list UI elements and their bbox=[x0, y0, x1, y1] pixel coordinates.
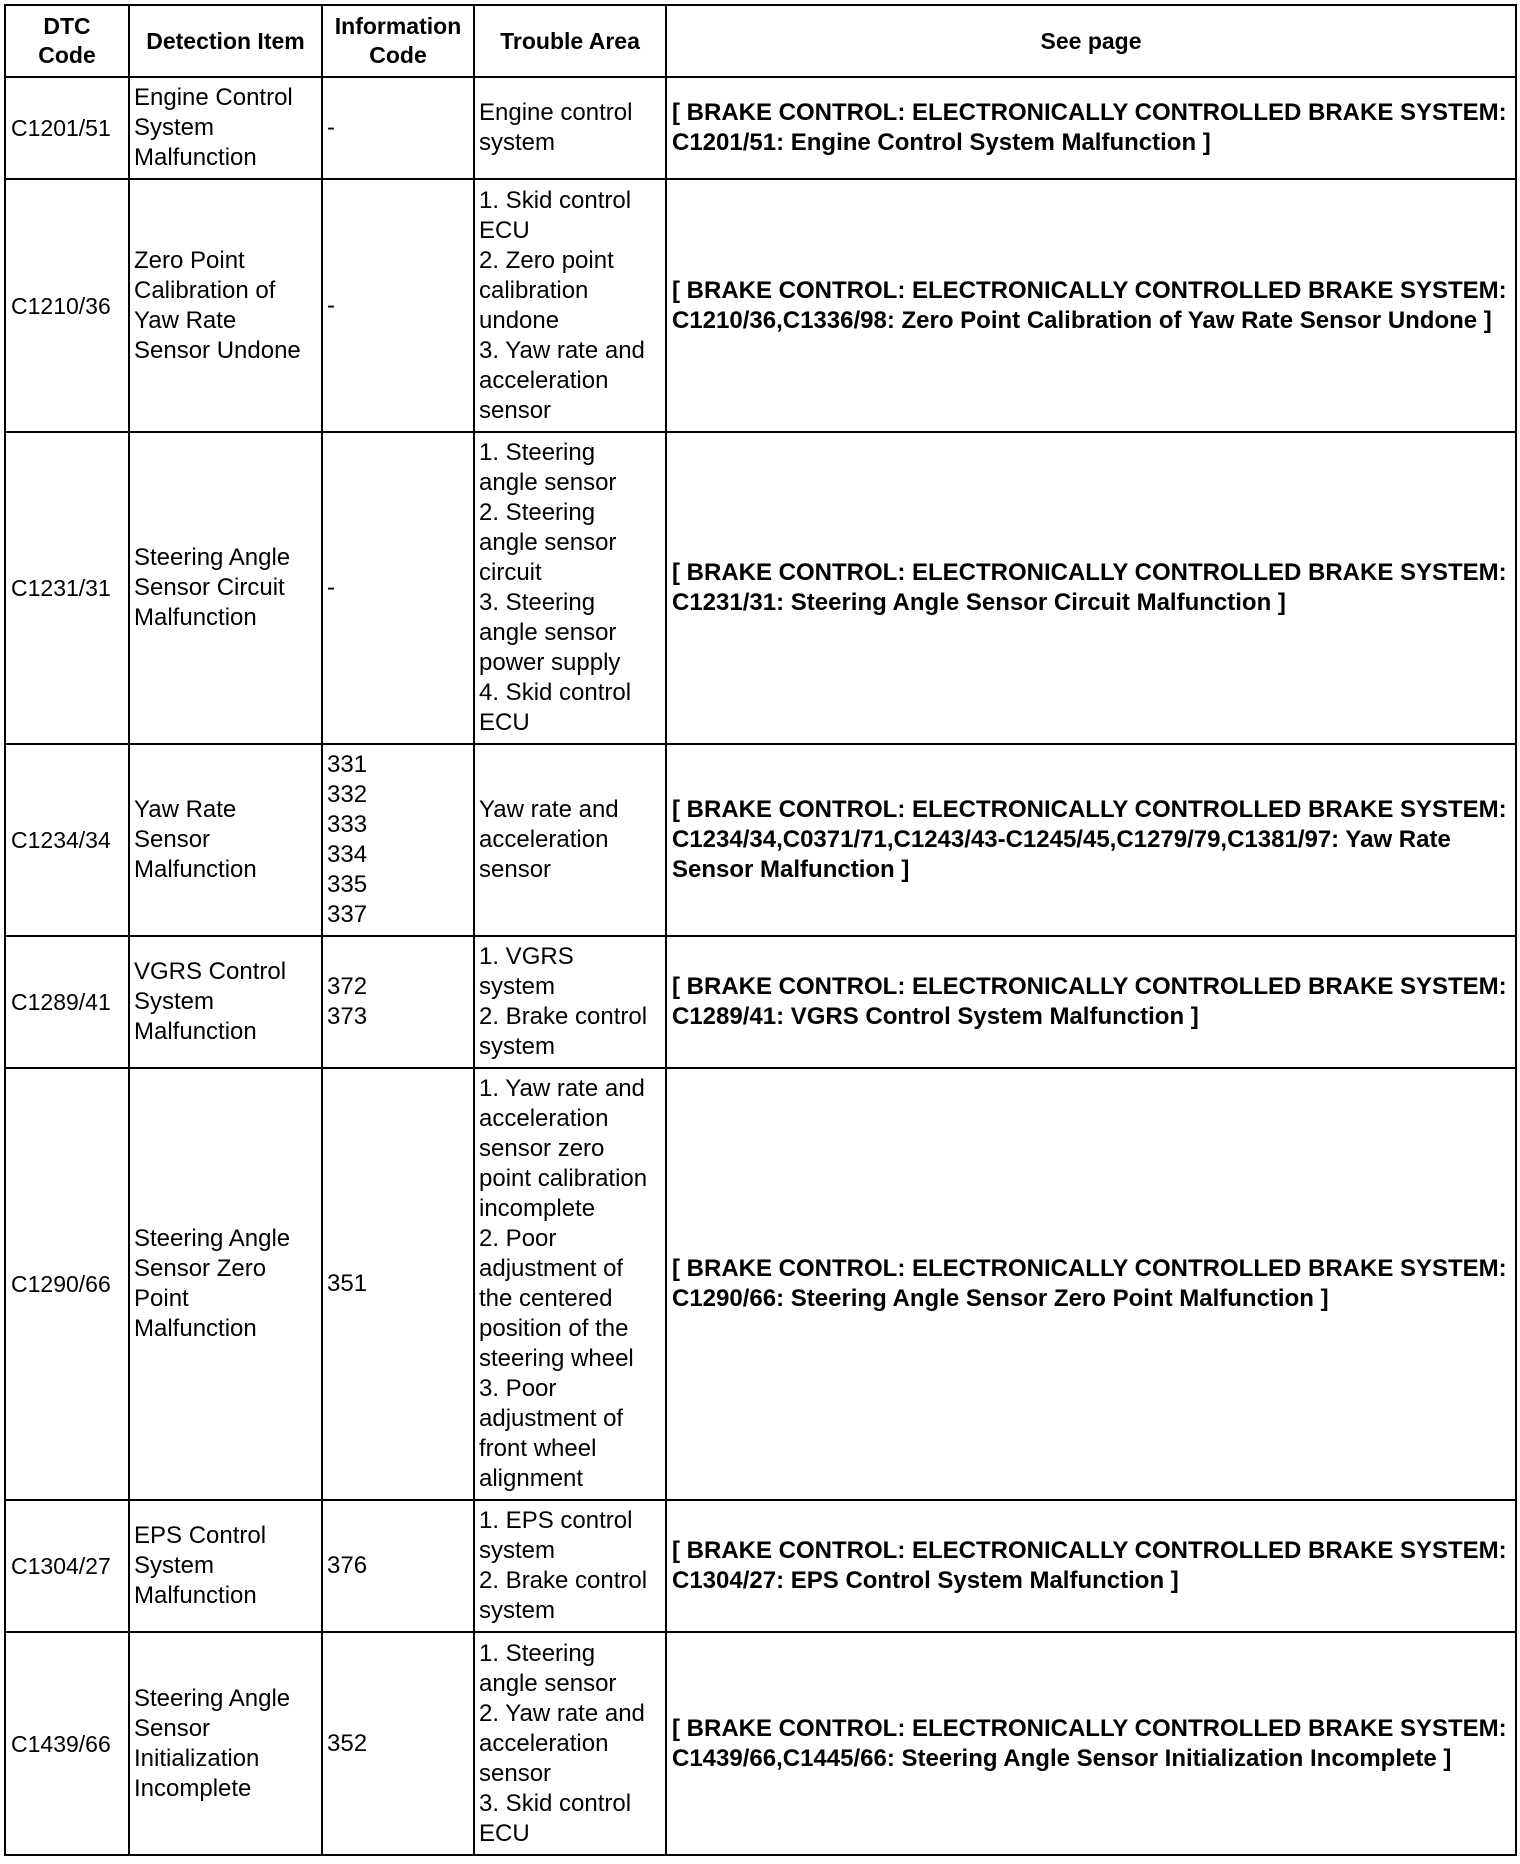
table-row bbox=[5, 1632, 1516, 1855]
detection-item-cell: Engine Control System Malfunction bbox=[129, 77, 322, 179]
dtc-code-cell: C1210/36 bbox=[5, 179, 129, 432]
table-row bbox=[5, 1500, 1516, 1632]
dtc-code-cell: C1289/41 bbox=[5, 936, 129, 1068]
see-page-link[interactable]: [ BRAKE CONTROL: ELECTRONICALLY CONTROLLED BRAKE SYSTEM: C1304/27: EPS Control System Malfunction ] bbox=[666, 1500, 1516, 1632]
trouble-area-cell: Yaw rate and acceleration sensor bbox=[474, 744, 666, 936]
information-code-cell: - bbox=[322, 77, 474, 179]
trouble-area-cell: 1. Yaw rate and acceleration sensor zero point calibration incomplete 2. Poor adjustment of the centered position of the steering wheel 3. Poor adjustment of front wheel alignment bbox=[474, 1068, 666, 1500]
table-row bbox=[5, 179, 1516, 432]
detection-item-cell: Yaw Rate Sensor Malfunction bbox=[129, 744, 322, 936]
detection-item-cell: Steering Angle Sensor Circuit Malfunction bbox=[129, 432, 322, 744]
trouble-area-cell: Engine control system bbox=[474, 77, 666, 179]
information-code-cell: - bbox=[322, 432, 474, 744]
detection-item-cell: VGRS Control System Malfunction bbox=[129, 936, 322, 1068]
see-page-link[interactable]: [ BRAKE CONTROL: ELECTRONICALLY CONTROLLED BRAKE SYSTEM: C1210/36,C1336/98: Zero Point Calibration of Yaw Rate Sensor Undone ] bbox=[666, 179, 1516, 432]
trouble-area-cell: 1. Steering angle sensor 2. Yaw rate and acceleration sensor 3. Skid control ECU bbox=[474, 1632, 666, 1855]
information-code-cell: 372 373 bbox=[322, 936, 474, 1068]
dtc-code-cell: C1290/66 bbox=[5, 1068, 129, 1500]
see-page-link[interactable]: [ BRAKE CONTROL: ELECTRONICALLY CONTROLLED BRAKE SYSTEM: C1289/41: VGRS Control System Malfunction ] bbox=[666, 936, 1516, 1068]
dtc-table bbox=[4, 4, 1517, 1856]
trouble-area-cell: 1. EPS control system 2. Brake control system bbox=[474, 1500, 666, 1632]
header-row bbox=[5, 5, 1516, 77]
see-page-link[interactable]: [ BRAKE CONTROL: ELECTRONICALLY CONTROLLED BRAKE SYSTEM: C1439/66,C1445/66: Steering Angle Sensor Initialization Incomplete ] bbox=[666, 1632, 1516, 1855]
table-row bbox=[5, 77, 1516, 179]
dtc-code-cell: C1439/66 bbox=[5, 1632, 129, 1855]
detection-item-cell: Steering Angle Sensor Initialization Incomplete bbox=[129, 1632, 322, 1855]
trouble-area-cell: 1. Skid control ECU 2. Zero point calibration undone 3. Yaw rate and acceleration sensor bbox=[474, 179, 666, 432]
detection-item-cell: Zero Point Calibration of Yaw Rate Sensor Undone bbox=[129, 179, 322, 432]
header-dtc-code: DTC Code bbox=[5, 5, 129, 77]
dtc-code-cell: C1201/51 bbox=[5, 77, 129, 179]
information-code-cell: 331 332 333 334 335 337 bbox=[322, 744, 474, 936]
see-page-link[interactable]: [ BRAKE CONTROL: ELECTRONICALLY CONTROLLED BRAKE SYSTEM: C1231/31: Steering Angle Sensor Circuit Malfunction ] bbox=[666, 432, 1516, 744]
header-trouble-area: Trouble Area bbox=[474, 5, 666, 77]
information-code-cell: 351 bbox=[322, 1068, 474, 1500]
table-row bbox=[5, 1068, 1516, 1500]
table-row bbox=[5, 432, 1516, 744]
header-detection-item: Detection Item bbox=[129, 5, 322, 77]
trouble-area-cell: 1. VGRS system 2. Brake control system bbox=[474, 936, 666, 1068]
information-code-cell: 352 bbox=[322, 1632, 474, 1855]
information-code-cell: - bbox=[322, 179, 474, 432]
dtc-code-cell: C1231/31 bbox=[5, 432, 129, 744]
header-see-page: See page bbox=[666, 5, 1516, 77]
dtc-code-cell: C1304/27 bbox=[5, 1500, 129, 1632]
see-page-link[interactable]: [ BRAKE CONTROL: ELECTRONICALLY CONTROLLED BRAKE SYSTEM: C1201/51: Engine Control System Malfunction ] bbox=[666, 77, 1516, 179]
table-row bbox=[5, 744, 1516, 936]
see-page-link[interactable]: [ BRAKE CONTROL: ELECTRONICALLY CONTROLLED BRAKE SYSTEM: C1234/34,C0371/71,C1243/43-C1245/45,C1279/79,C1381/97: Yaw Rate Sensor Malfunction ] bbox=[666, 744, 1516, 936]
detection-item-cell: Steering Angle Sensor Zero Point Malfunction bbox=[129, 1068, 322, 1500]
header-information-code: Information Code bbox=[322, 5, 474, 77]
information-code-cell: 376 bbox=[322, 1500, 474, 1632]
detection-item-cell: EPS Control System Malfunction bbox=[129, 1500, 322, 1632]
table-row bbox=[5, 936, 1516, 1068]
dtc-code-cell: C1234/34 bbox=[5, 744, 129, 936]
see-page-link[interactable]: [ BRAKE CONTROL: ELECTRONICALLY CONTROLLED BRAKE SYSTEM: C1290/66: Steering Angle Sensor Zero Point Malfunction ] bbox=[666, 1068, 1516, 1500]
trouble-area-cell: 1. Steering angle sensor 2. Steering angle sensor circuit 3. Steering angle sensor power supply 4. Skid control ECU bbox=[474, 432, 666, 744]
